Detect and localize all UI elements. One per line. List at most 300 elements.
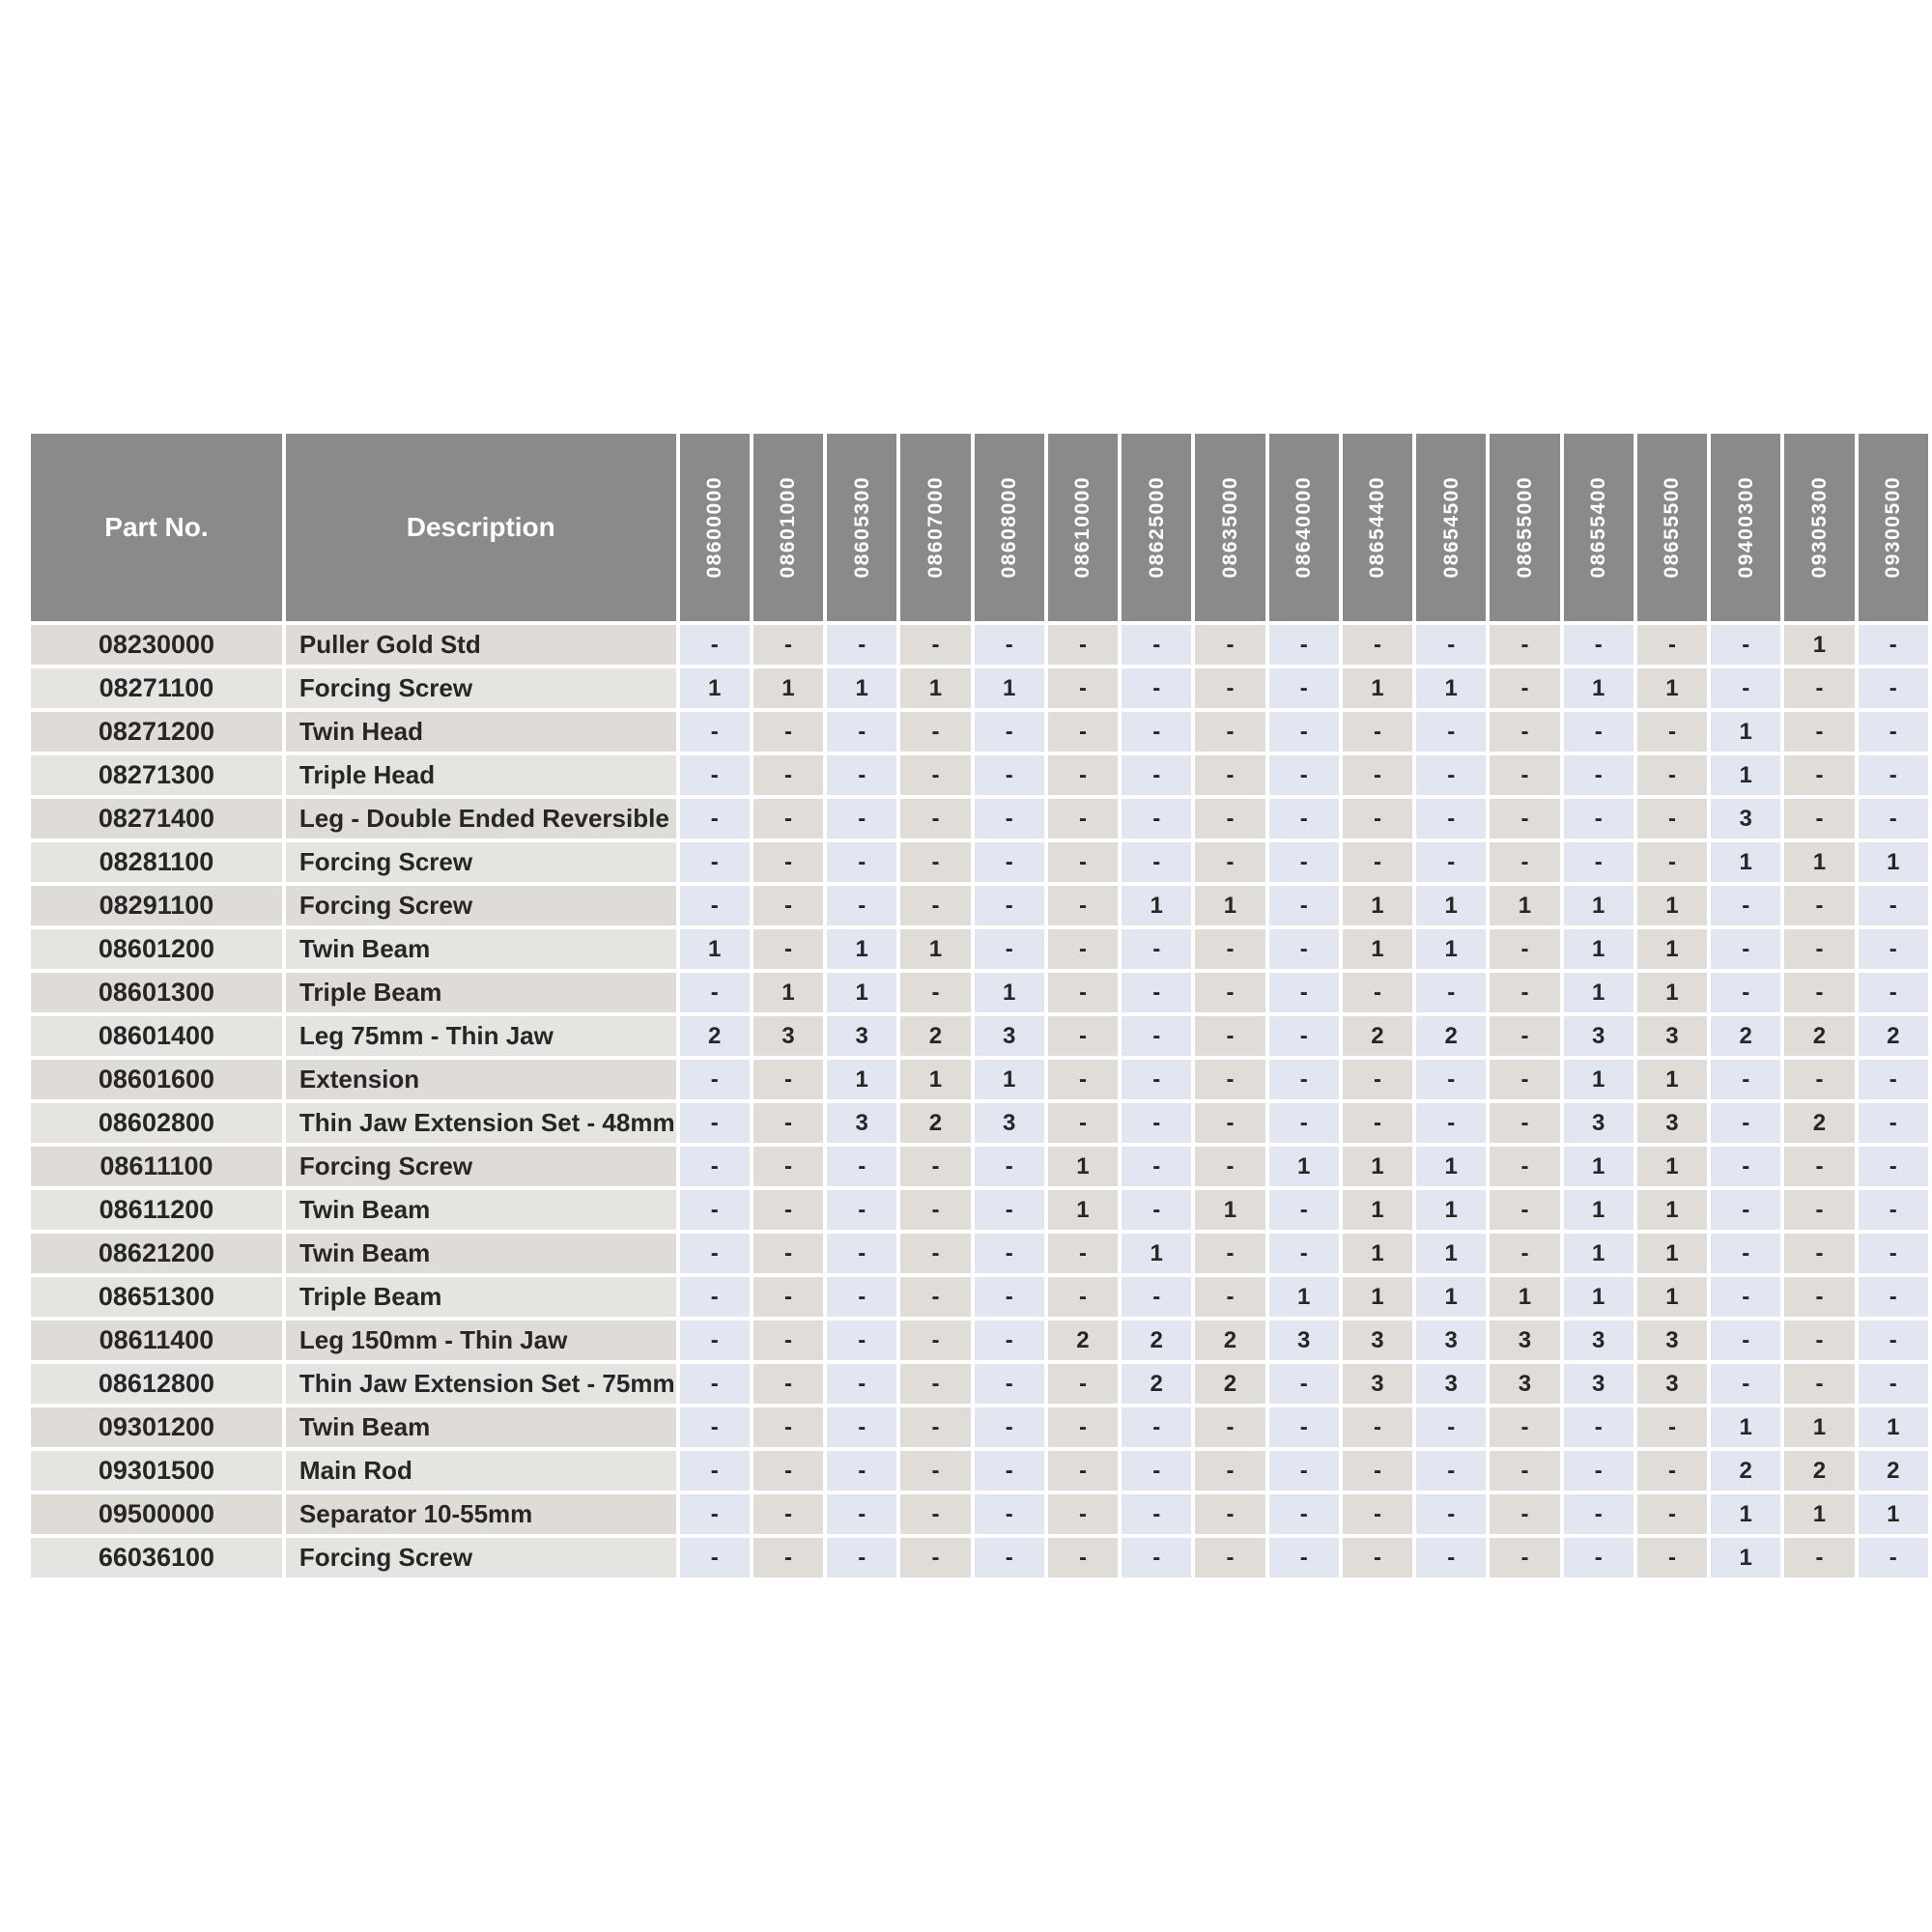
qty-cell: 1: [1784, 1407, 1854, 1447]
qty-cell: -: [1048, 973, 1118, 1012]
qty-cell: -: [1784, 1234, 1854, 1273]
description-cell: Thin Jaw Extension Set - 75mm: [286, 1364, 676, 1404]
qty-cell: -: [1343, 973, 1412, 1012]
set-number-label: 08607000: [923, 476, 947, 579]
part-no-cell: 08601400: [31, 1016, 282, 1056]
qty-cell: -: [680, 1364, 750, 1404]
qty-cell: -: [1195, 929, 1264, 969]
table-row: [31, 1538, 1928, 1577]
description-cell: Forcing Screw: [286, 842, 676, 882]
table-row: [31, 1364, 1928, 1404]
table-row: [31, 1016, 1928, 1056]
qty-cell: 2: [1784, 1016, 1854, 1056]
qty-cell: -: [827, 1234, 896, 1273]
qty-cell: -: [1711, 1234, 1780, 1273]
qty-cell: -: [900, 1190, 970, 1230]
qty-cell: -: [827, 886, 896, 925]
qty-cell: -: [1343, 1103, 1412, 1143]
qty-cell: 1: [1711, 1407, 1780, 1447]
set-number-label: 08605300: [850, 476, 873, 579]
qty-cell: -: [1195, 973, 1264, 1012]
qty-cell: -: [1122, 755, 1191, 795]
qty-cell: -: [1784, 755, 1854, 795]
qty-cell: -: [1490, 1190, 1559, 1230]
qty-cell: 1: [1564, 1190, 1634, 1230]
part-no-cell: 66036100: [31, 1538, 282, 1577]
qty-cell: 2: [1122, 1364, 1191, 1404]
qty-cell: -: [1269, 1364, 1339, 1404]
qty-cell: -: [1122, 625, 1191, 665]
qty-cell: 1: [975, 973, 1044, 1012]
qty-cell: 1: [1564, 1277, 1634, 1317]
qty-cell: -: [1269, 842, 1339, 882]
qty-cell: -: [975, 1538, 1044, 1577]
qty-cell: -: [1269, 712, 1339, 752]
part-no-cell: 09500000: [31, 1494, 282, 1534]
qty-cell: -: [1859, 625, 1928, 665]
qty-cell: 1: [1416, 1234, 1486, 1273]
qty-cell: 1: [1564, 1234, 1634, 1273]
qty-cell: -: [753, 1321, 823, 1360]
table-row: [31, 712, 1928, 752]
qty-cell: -: [1416, 1451, 1486, 1491]
qty-cell: 2: [1343, 1016, 1412, 1056]
qty-cell: 1: [900, 929, 970, 969]
qty-cell: -: [1048, 799, 1118, 838]
qty-cell: 1: [1637, 929, 1707, 969]
qty-cell: -: [1564, 1538, 1634, 1577]
qty-cell: -: [1637, 755, 1707, 795]
table-row: [31, 1190, 1928, 1230]
qty-cell: 1: [900, 668, 970, 708]
qty-cell: -: [1195, 625, 1264, 665]
qty-cell: 1: [1711, 1538, 1780, 1577]
qty-cell: 1: [1343, 668, 1412, 708]
qty-cell: -: [1122, 1277, 1191, 1317]
qty-cell: -: [1048, 1277, 1118, 1317]
qty-cell: -: [900, 755, 970, 795]
qty-cell: -: [1490, 1407, 1559, 1447]
qty-cell: -: [1048, 1060, 1118, 1099]
set-number-label: 08640000: [1293, 476, 1316, 579]
qty-cell: -: [1711, 625, 1780, 665]
qty-cell: -: [680, 1234, 750, 1273]
qty-cell: -: [900, 886, 970, 925]
qty-cell: -: [753, 1277, 823, 1317]
table-row: [31, 1321, 1928, 1360]
qty-cell: -: [1048, 1407, 1118, 1447]
qty-cell: -: [1711, 1364, 1780, 1404]
qty-cell: -: [1859, 1147, 1928, 1186]
qty-cell: -: [900, 842, 970, 882]
qty-cell: 1: [1416, 929, 1486, 969]
column-header-set-08655400: [1564, 434, 1634, 621]
table-row: [31, 755, 1928, 795]
qty-cell: -: [1048, 755, 1118, 795]
qty-cell: 2: [1711, 1016, 1780, 1056]
qty-cell: -: [1490, 1016, 1559, 1056]
qty-cell: -: [1859, 886, 1928, 925]
qty-cell: -: [975, 1494, 1044, 1534]
qty-cell: -: [975, 1147, 1044, 1186]
qty-cell: 1: [1195, 886, 1264, 925]
qty-cell: -: [753, 1494, 823, 1534]
qty-cell: -: [900, 1494, 970, 1534]
set-number-label: 08625000: [1145, 476, 1168, 579]
qty-cell: -: [1784, 1147, 1854, 1186]
qty-cell: -: [900, 799, 970, 838]
qty-cell: 1: [975, 668, 1044, 708]
qty-cell: 1: [1637, 973, 1707, 1012]
qty-cell: 1: [1564, 1060, 1634, 1099]
qty-cell: -: [1048, 1364, 1118, 1404]
qty-cell: -: [1416, 842, 1486, 882]
column-header-set-08655500: [1637, 434, 1707, 621]
qty-cell: 3: [1564, 1364, 1634, 1404]
qty-cell: 3: [753, 1016, 823, 1056]
qty-cell: -: [1784, 886, 1854, 925]
qty-cell: 1: [1269, 1147, 1339, 1186]
qty-cell: -: [1564, 625, 1634, 665]
part-no-cell: 08651300: [31, 1277, 282, 1317]
qty-cell: -: [1711, 1060, 1780, 1099]
qty-cell: 3: [1637, 1016, 1707, 1056]
part-no-cell: 08601200: [31, 929, 282, 969]
description-cell: Extension: [286, 1060, 676, 1099]
qty-cell: -: [1564, 799, 1634, 838]
qty-cell: -: [1048, 1538, 1118, 1577]
qty-cell: -: [753, 799, 823, 838]
qty-cell: 1: [1269, 1277, 1339, 1317]
column-header-set-08640000: [1269, 434, 1339, 621]
qty-cell: 1: [1859, 1494, 1928, 1534]
qty-cell: 3: [975, 1103, 1044, 1143]
parts-compatibility-table: [27, 430, 1932, 1581]
qty-cell: 2: [1784, 1451, 1854, 1491]
qty-cell: 1: [1490, 1277, 1559, 1317]
qty-cell: -: [1416, 973, 1486, 1012]
part-no-cell: 08230000: [31, 625, 282, 665]
qty-cell: -: [680, 1190, 750, 1230]
qty-cell: -: [1195, 1147, 1264, 1186]
set-number-label: 08601000: [777, 476, 800, 579]
set-number-label: 08655400: [1587, 476, 1610, 579]
qty-cell: -: [1269, 1103, 1339, 1143]
qty-cell: 1: [900, 1060, 970, 1099]
qty-cell: 1: [1122, 886, 1191, 925]
column-header-set-08600000: [680, 434, 750, 621]
qty-cell: -: [1048, 712, 1118, 752]
qty-cell: -: [1564, 712, 1634, 752]
qty-cell: -: [1490, 799, 1559, 838]
table-row: [31, 1407, 1928, 1447]
qty-cell: -: [975, 1321, 1044, 1360]
set-number-label: 08610000: [1071, 476, 1094, 579]
set-number-label: 08654500: [1439, 476, 1463, 579]
part-no-cell: 08281100: [31, 842, 282, 882]
qty-cell: 1: [1564, 1147, 1634, 1186]
qty-cell: 1: [1343, 1190, 1412, 1230]
qty-cell: 1: [827, 1060, 896, 1099]
qty-cell: -: [900, 625, 970, 665]
column-header-description: Description: [286, 434, 676, 621]
qty-cell: -: [1122, 799, 1191, 838]
qty-cell: -: [975, 799, 1044, 838]
part-no-cell: 08291100: [31, 886, 282, 925]
qty-cell: -: [680, 712, 750, 752]
qty-cell: -: [1343, 1407, 1412, 1447]
qty-cell: 2: [1859, 1016, 1928, 1056]
set-number-label: 08635000: [1218, 476, 1241, 579]
qty-cell: -: [1490, 1060, 1559, 1099]
qty-cell: 3: [1711, 799, 1780, 838]
qty-cell: -: [1859, 1060, 1928, 1099]
description-cell: Triple Head: [286, 755, 676, 795]
table-row: [31, 842, 1928, 882]
qty-cell: -: [1637, 1494, 1707, 1534]
qty-cell: -: [1195, 1234, 1264, 1273]
table-row: [31, 886, 1928, 925]
qty-cell: -: [827, 1147, 896, 1186]
description-cell: Triple Beam: [286, 1277, 676, 1317]
qty-cell: 1: [1784, 842, 1854, 882]
qty-cell: 3: [1564, 1016, 1634, 1056]
qty-cell: 1: [1343, 886, 1412, 925]
qty-cell: -: [1048, 668, 1118, 708]
qty-cell: -: [1269, 1016, 1339, 1056]
qty-cell: -: [975, 929, 1044, 969]
qty-cell: -: [1564, 755, 1634, 795]
qty-cell: -: [680, 886, 750, 925]
qty-cell: 1: [1343, 1147, 1412, 1186]
qty-cell: -: [1416, 1538, 1486, 1577]
part-no-cell: 08602800: [31, 1103, 282, 1143]
qty-cell: -: [975, 1451, 1044, 1491]
qty-cell: -: [827, 1321, 896, 1360]
qty-cell: -: [1490, 973, 1559, 1012]
qty-cell: -: [1195, 1407, 1264, 1447]
qty-cell: -: [1195, 1277, 1264, 1317]
table-row: [31, 1103, 1928, 1143]
column-header-set-08654500: [1416, 434, 1486, 621]
qty-cell: -: [1784, 799, 1854, 838]
qty-cell: -: [1564, 842, 1634, 882]
qty-cell: -: [1490, 929, 1559, 969]
qty-cell: -: [1122, 1147, 1191, 1186]
qty-cell: -: [1269, 1060, 1339, 1099]
qty-cell: 3: [827, 1103, 896, 1143]
qty-cell: 2: [1784, 1103, 1854, 1143]
qty-cell: -: [1490, 1103, 1559, 1143]
set-number-label: 08655500: [1661, 476, 1684, 579]
qty-cell: 1: [1637, 1277, 1707, 1317]
header-row: [31, 434, 1928, 621]
description-cell: Separator 10-55mm: [286, 1494, 676, 1534]
qty-cell: -: [1343, 755, 1412, 795]
qty-cell: -: [680, 1103, 750, 1143]
column-header-set-08608000: [975, 434, 1044, 621]
qty-cell: -: [1269, 755, 1339, 795]
set-number-label: 09300500: [1882, 476, 1905, 579]
qty-cell: -: [1637, 799, 1707, 838]
qty-cell: -: [827, 1407, 896, 1447]
column-header-set-08654400: [1343, 434, 1412, 621]
column-header-set-08635000: [1195, 434, 1264, 621]
qty-cell: -: [975, 1190, 1044, 1230]
table-row: [31, 668, 1928, 708]
qty-cell: -: [1416, 1060, 1486, 1099]
qty-cell: -: [1343, 799, 1412, 838]
qty-cell: -: [1416, 712, 1486, 752]
qty-cell: -: [1490, 1234, 1559, 1273]
qty-cell: -: [1269, 1494, 1339, 1534]
qty-cell: -: [1269, 1538, 1339, 1577]
qty-cell: -: [900, 1364, 970, 1404]
qty-cell: -: [1490, 1451, 1559, 1491]
qty-cell: 1: [975, 1060, 1044, 1099]
description-cell: Twin Beam: [286, 1234, 676, 1273]
qty-cell: -: [753, 1060, 823, 1099]
qty-cell: -: [1859, 929, 1928, 969]
qty-cell: -: [753, 1407, 823, 1447]
qty-cell: 1: [1564, 668, 1634, 708]
part-no-cell: 08601600: [31, 1060, 282, 1099]
part-no-cell: 08611200: [31, 1190, 282, 1230]
qty-cell: -: [1637, 1451, 1707, 1491]
qty-cell: 3: [1637, 1364, 1707, 1404]
qty-cell: 1: [680, 929, 750, 969]
qty-cell: -: [1564, 1407, 1634, 1447]
qty-cell: -: [1195, 712, 1264, 752]
qty-cell: -: [1195, 1451, 1264, 1491]
qty-cell: -: [1122, 1190, 1191, 1230]
qty-cell: 3: [1490, 1364, 1559, 1404]
qty-cell: -: [1784, 1190, 1854, 1230]
description-cell: Forcing Screw: [286, 1147, 676, 1186]
qty-cell: -: [1122, 842, 1191, 882]
qty-cell: -: [1269, 886, 1339, 925]
qty-cell: -: [827, 799, 896, 838]
qty-cell: -: [900, 1407, 970, 1447]
qty-cell: 1: [1637, 1234, 1707, 1273]
qty-cell: 1: [753, 668, 823, 708]
qty-cell: -: [1343, 625, 1412, 665]
qty-cell: -: [680, 842, 750, 882]
qty-cell: -: [1637, 712, 1707, 752]
qty-cell: 1: [1343, 929, 1412, 969]
description-cell: Twin Head: [286, 712, 676, 752]
qty-cell: -: [1711, 1277, 1780, 1317]
qty-cell: 2: [1416, 1016, 1486, 1056]
qty-cell: -: [1122, 1494, 1191, 1534]
qty-cell: 3: [1564, 1321, 1634, 1360]
qty-cell: -: [753, 712, 823, 752]
qty-cell: 2: [680, 1016, 750, 1056]
part-no-cell: 08271200: [31, 712, 282, 752]
qty-cell: -: [1048, 886, 1118, 925]
qty-cell: -: [827, 1538, 896, 1577]
qty-cell: -: [1269, 1234, 1339, 1273]
qty-cell: -: [1122, 1407, 1191, 1447]
qty-cell: -: [753, 1538, 823, 1577]
qty-cell: 1: [827, 973, 896, 1012]
table-row: [31, 1147, 1928, 1186]
table-row: [31, 929, 1928, 969]
part-no-cell: 09301200: [31, 1407, 282, 1447]
column-header-set-08625000: [1122, 434, 1191, 621]
part-no-cell: 08271400: [31, 799, 282, 838]
qty-cell: -: [1859, 799, 1928, 838]
qty-cell: -: [753, 1190, 823, 1230]
table-row: [31, 1451, 1928, 1491]
qty-cell: 1: [1490, 886, 1559, 925]
qty-cell: 1: [1784, 625, 1854, 665]
qty-cell: 2: [1711, 1451, 1780, 1491]
qty-cell: -: [1711, 929, 1780, 969]
qty-cell: -: [975, 712, 1044, 752]
qty-cell: 1: [1343, 1277, 1412, 1317]
qty-cell: -: [1195, 755, 1264, 795]
qty-cell: -: [1122, 1060, 1191, 1099]
qty-cell: -: [753, 1234, 823, 1273]
qty-cell: -: [1859, 1103, 1928, 1143]
table-row: [31, 799, 1928, 838]
qty-cell: 1: [1859, 1407, 1928, 1447]
qty-cell: 3: [1343, 1364, 1412, 1404]
set-number-label: 09305300: [1807, 476, 1831, 579]
qty-cell: 2: [1122, 1321, 1191, 1360]
qty-cell: -: [900, 1234, 970, 1273]
qty-cell: -: [1195, 668, 1264, 708]
qty-cell: -: [1048, 1494, 1118, 1534]
table-row: [31, 1277, 1928, 1317]
qty-cell: 3: [1490, 1321, 1559, 1360]
qty-cell: -: [1122, 1451, 1191, 1491]
qty-cell: -: [975, 1364, 1044, 1404]
qty-cell: -: [1711, 668, 1780, 708]
qty-cell: -: [827, 1451, 896, 1491]
qty-cell: 1: [1637, 668, 1707, 708]
qty-cell: 1: [827, 929, 896, 969]
qty-cell: 1: [1048, 1190, 1118, 1230]
part-no-cell: 08612800: [31, 1364, 282, 1404]
qty-cell: -: [1711, 1190, 1780, 1230]
qty-cell: -: [680, 799, 750, 838]
qty-cell: 1: [1564, 929, 1634, 969]
qty-cell: -: [680, 973, 750, 1012]
qty-cell: 1: [1122, 1234, 1191, 1273]
qty-cell: -: [1122, 668, 1191, 708]
qty-cell: -: [975, 755, 1044, 795]
part-no-cell: 08601300: [31, 973, 282, 1012]
qty-cell: -: [1859, 668, 1928, 708]
qty-cell: -: [1564, 1451, 1634, 1491]
qty-cell: -: [1784, 973, 1854, 1012]
qty-cell: -: [1048, 1234, 1118, 1273]
qty-cell: -: [753, 842, 823, 882]
qty-cell: -: [1784, 929, 1854, 969]
qty-cell: -: [753, 1451, 823, 1491]
qty-cell: -: [1490, 625, 1559, 665]
qty-cell: 1: [1711, 755, 1780, 795]
qty-cell: -: [680, 1538, 750, 1577]
qty-cell: -: [1195, 1060, 1264, 1099]
qty-cell: -: [975, 1234, 1044, 1273]
qty-cell: -: [1416, 1494, 1486, 1534]
qty-cell: -: [1343, 712, 1412, 752]
qty-cell: -: [900, 1451, 970, 1491]
qty-cell: 2: [900, 1103, 970, 1143]
